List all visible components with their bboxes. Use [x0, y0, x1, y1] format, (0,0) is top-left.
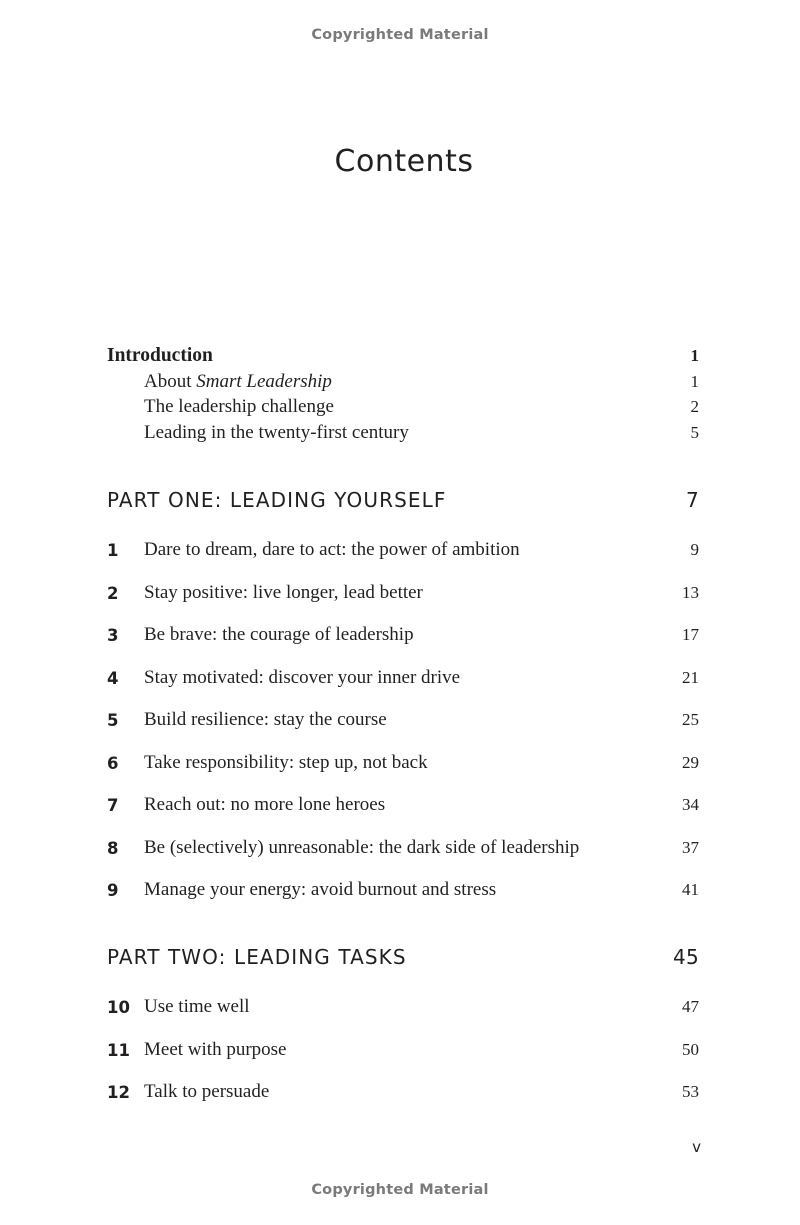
chapter-title: Take responsibility: step up, not back — [144, 752, 428, 773]
chapter-title: Meet with purpose — [144, 1039, 287, 1060]
toc-entry-label-prefix: About — [144, 371, 197, 392]
chapter-page: 21 — [682, 668, 699, 687]
chapter-title: Be brave: the courage of leadership — [144, 624, 414, 645]
chapter-page: 37 — [682, 838, 699, 857]
toc-chapter-12[interactable] — [107, 1079, 699, 1105]
toc-part-label: PART TWO: LEADING TASKS — [107, 945, 407, 969]
chapter-title: Reach out: no more lone heroes — [144, 794, 386, 815]
toc-part-two-heading[interactable] — [107, 942, 699, 972]
chapter-number: 8 — [107, 838, 119, 858]
chapter-page: 25 — [682, 710, 699, 729]
toc-subentry[interactable] — [107, 394, 699, 420]
toc-entry-introduction[interactable] — [107, 343, 699, 369]
chapter-page: 41 — [682, 880, 699, 899]
page-folio: v — [692, 1138, 701, 1156]
chapter-number: 12 — [107, 1082, 130, 1102]
chapter-number: 1 — [107, 540, 119, 560]
toc-entry-page: 1 — [690, 372, 699, 391]
chapter-number: 9 — [107, 880, 119, 900]
toc-entry-label: The leadership challenge — [144, 396, 334, 417]
chapter-title: Stay motivated: discover your inner drive — [144, 667, 461, 688]
chapter-title: Stay positive: live longer, lead better — [144, 582, 423, 603]
toc-chapter-6[interactable] — [107, 750, 699, 776]
chapter-title: Be (selectively) unreasonable: the dark side of leadership — [144, 837, 580, 858]
toc-entry-page: 2 — [690, 397, 699, 416]
copyright-footer: Copyrighted Material — [311, 1182, 489, 1198]
chapter-title: Talk to persuade — [144, 1081, 270, 1102]
chapter-number: 11 — [107, 1040, 130, 1060]
chapter-number: 10 — [107, 997, 130, 1017]
toc-chapter-1[interactable] — [107, 537, 699, 563]
toc-entry-page: 1 — [690, 346, 699, 365]
chapter-title: Manage your energy: avoid burnout and stress — [144, 879, 497, 900]
chapter-page: 34 — [682, 795, 699, 814]
chapter-number: 7 — [107, 795, 119, 815]
toc-chapter-2[interactable] — [107, 580, 699, 606]
toc-chapter-8[interactable] — [107, 835, 699, 861]
chapter-page: 29 — [682, 753, 699, 772]
chapter-page: 53 — [682, 1082, 699, 1101]
chapter-page: 50 — [682, 1040, 699, 1059]
chapter-title: Use time well — [144, 996, 250, 1017]
toc-part-page: 7 — [685, 488, 699, 512]
toc-chapter-7[interactable] — [107, 792, 699, 818]
toc-entry-label: Leading in the twenty-first century — [144, 422, 409, 443]
toc-part-one-heading[interactable] — [107, 485, 699, 515]
toc-entry-label — [107, 371, 691, 393]
toc-chapter-4[interactable] — [107, 665, 699, 691]
toc-part-label: PART ONE: LEADING YOURSELF — [107, 488, 447, 512]
toc-subentry[interactable] — [107, 420, 699, 446]
toc-chapter-5[interactable] — [107, 707, 699, 733]
toc-entry-page: 5 — [690, 423, 699, 442]
chapter-title: Dare to dream, dare to act: the power of ambition — [144, 539, 520, 560]
chapter-number: 5 — [107, 710, 119, 730]
chapter-number: 3 — [107, 625, 119, 645]
chapter-number: 6 — [107, 753, 119, 773]
page-title: Contents — [334, 144, 474, 179]
toc-chapter-10[interactable] — [107, 994, 699, 1020]
toc-entry-label: Introduction — [107, 345, 213, 366]
chapter-page: 17 — [682, 625, 699, 644]
copyright-header: Copyrighted Material — [311, 27, 489, 43]
toc-chapter-3[interactable] — [107, 622, 699, 648]
chapter-number: 4 — [107, 668, 119, 688]
chapter-page: 9 — [690, 540, 699, 559]
toc-chapter-11[interactable] — [107, 1037, 699, 1063]
chapter-page: 13 — [682, 583, 699, 602]
chapter-page: 47 — [682, 997, 699, 1016]
toc-chapter-9[interactable] — [107, 877, 699, 903]
toc-entry-label-italic: Smart Leadership — [196, 371, 332, 392]
toc-subentry[interactable] — [107, 369, 699, 395]
chapter-number: 2 — [107, 583, 119, 603]
chapter-title: Build resilience: stay the course — [144, 709, 387, 730]
toc-part-page: 45 — [672, 945, 699, 969]
